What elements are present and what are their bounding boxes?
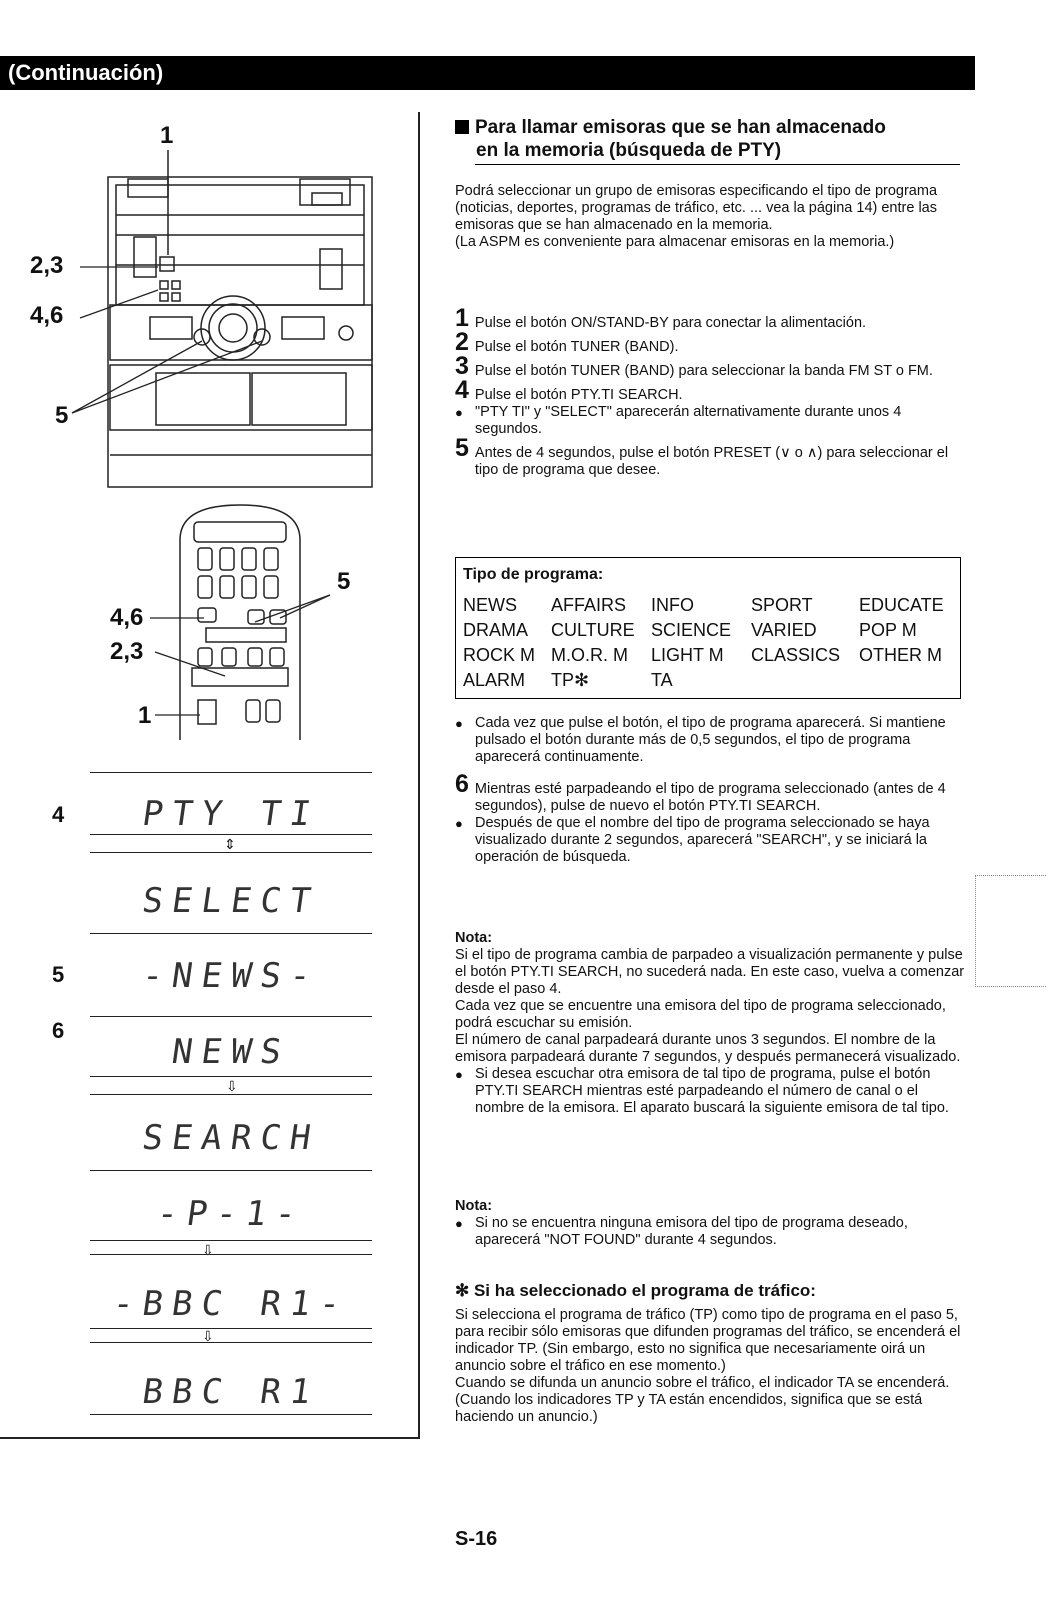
program-type-cell: DRAMA (463, 620, 529, 640)
program-type-cell: INFO (651, 595, 694, 615)
traffic-title: ✻ Si ha seleccionado el programa de tráfico: (455, 1281, 816, 1300)
unit-callout-1: 1 (160, 122, 174, 149)
lcd-display (90, 790, 372, 850)
bullet-item: ● Después de que el nombre del tipo de programa seleccionado se haya visualizado durante 2 segundos, aparecerá "SEARCH", y se iniciará la operación de búsqueda. (455, 815, 930, 865)
program-type-cell: CLASSICS (751, 645, 841, 665)
program-type-cell: EDUCATE (859, 595, 944, 615)
lcd-text: -P-1- (154, 1194, 308, 1234)
margin-dotted-mark (975, 875, 1046, 987)
nota-text: Si el tipo de programa cambia de parpadeo a visualización permanente y pulse el botón PTY.TI SEARCH, no sucederá nada. En este caso, vuelva a comenzar desde el paso 4. (455, 947, 965, 997)
remote-callout-5: 5 (337, 568, 351, 595)
down-arrow-icon: ⇩ (202, 1242, 214, 1258)
step-item: 5 Antes de 4 segundos, pulse el botón PRESET (∨ o ∧) para seleccionar el tipo de programa que desee. (455, 434, 949, 478)
remote-callout-4-6: 4,6 (110, 604, 144, 631)
lcd-display (90, 1112, 372, 1172)
section-title: Para llamar emisoras que se han almacenado en la memoria (búsqueda de PTY) (455, 116, 965, 162)
program-type-cell: ALARM (463, 670, 526, 690)
traffic-text: Cuando se difunda un anuncio sobre el tráfico, el indicador TA se encenderá. (455, 1375, 950, 1391)
title-underline (475, 164, 960, 165)
traffic-text: (Cuando los indicadores TP y TA están encendidos, significa que se está haciendo un anuncio.) (455, 1392, 923, 1425)
display-step-number: 6 (52, 1018, 65, 1043)
program-type-cell: SPORT (751, 595, 813, 615)
program-type-cell (751, 670, 859, 695)
display-step-number: 5 (52, 962, 65, 987)
nota-text: El número de canal parpadeará durante unos 3 segundos. El nombre de la emisora parpadeará durante 7 segundos, y después permanecerá visualizado. (455, 1032, 961, 1065)
nota-label: Nota: (455, 1198, 493, 1214)
nota-text: Cada vez que se encuentre una emisora del tipo de programa seleccionado, podrá escuchar su emisión. (455, 998, 946, 1031)
program-type-cell: ROCK M (463, 645, 535, 665)
after-box-block (455, 715, 965, 866)
bullet-item: ● Si desea escuchar otra emisora de tal tipo de programa, pulse el botón PTY.TI SEARCH mientras esté parpadeando el número de canal o el nombre de la emisora. El aparato buscará la siguiente emisora de tal tipo. (455, 1066, 949, 1116)
program-type-cell: POP M (859, 620, 917, 640)
nota-block (455, 930, 965, 1117)
program-type-cell: CULTURE (551, 620, 635, 640)
traffic-text: Si selecciona el programa de tráfico (TP) como tipo de programa en el paso 5, para recibir sólo emisoras que difunden programas del tráfico, se encenderá el indicador TP. (Sin embargo, esto no significa que necesariamente oirá un anuncio sobre el tráfico en ese momento.) (455, 1307, 961, 1374)
header-title: (Continuación) (8, 60, 164, 85)
bullet-item: ● Si no se encuentra ninguna emisora del tipo de programa deseado, aparecerá "NOT FOUND" durante 4 segundos. (455, 1215, 908, 1248)
lcd-display (90, 1030, 372, 1094)
traffic-block (455, 1282, 965, 1426)
bullet-item: ● Cada vez que pulse el botón, el tipo de programa aparecerá. Si mantiene pulsado el botón durante más de 0,5 segundos, el tipo de programa aparecerá continuamente. (455, 715, 946, 765)
program-type-cell: SCIENCE (651, 620, 732, 640)
unit-callout-5: 5 (55, 402, 69, 429)
square-bullet-icon (455, 120, 469, 134)
lcd-display (90, 875, 372, 935)
step-item: 3 Pulse el botón TUNER (BAND) para seleccionar la banda FM ST o FM. (455, 352, 933, 380)
program-type-grid (463, 595, 959, 695)
lcd-display (90, 1280, 372, 1344)
lcd-display (90, 950, 372, 1010)
unit-callout-2-3: 2,3 (30, 252, 64, 279)
unit-callout-4-6: 4,6 (30, 302, 64, 329)
remote-callout-1: 1 (138, 702, 152, 729)
step-item: 6 Mientras esté parpadeando el tipo de programa seleccionado (antes de 4 segundos), pulse de nuevo el botón PTY.TI SEARCH. (455, 770, 946, 814)
nota-label: Nota: (455, 930, 493, 946)
lcd-text: -BBC R1- (110, 1284, 352, 1324)
program-type-cell: VARIED (751, 620, 817, 640)
lcd-text: NEWS (169, 1032, 293, 1072)
remote-callout-2-3: 2,3 (110, 638, 144, 665)
alternate-arrow-icon: ⇕ (224, 836, 236, 852)
remote-illustration (0, 500, 418, 740)
program-type-cell (859, 670, 959, 695)
bullet-item: ● "PTY TI" y "SELECT" aparecerán alternativamente durante unos 4 segundos. (455, 404, 902, 437)
lcd-text: -NEWS- (139, 956, 323, 996)
program-type-cell: AFFAIRS (551, 595, 627, 615)
display-rule (90, 772, 372, 773)
program-type-cell: OTHER M (859, 645, 942, 665)
program-type-box (455, 557, 961, 699)
step-item: 1 Pulse el botón ON/STAND-BY para conectar la alimentación. (455, 304, 867, 332)
program-type-cell: TP✻ (551, 670, 590, 690)
step-item: 4 Pulse el botón PTY.TI SEARCH. (455, 376, 683, 404)
intro-text: Podrá seleccionar un grupo de emisoras especificando el tipo de programa (noticias, deportes, programas de tráfico, etc. ... vea la página 14) entre las emisoras que se han almacenado en la memoria. (455, 183, 938, 233)
program-type-title: Tipo de programa: (463, 566, 604, 583)
lcd-text: BBC R1 (139, 1372, 323, 1412)
header-bar (0, 56, 975, 90)
lcd-text: SEARCH (139, 1118, 323, 1158)
page-number: S-16 (455, 1528, 498, 1550)
lcd-text: PTY TI (139, 794, 323, 834)
display-step-number: 4 (52, 802, 65, 827)
lcd-display (90, 1190, 372, 1258)
steps-block (455, 304, 965, 479)
program-type-cell: TA (651, 670, 673, 690)
down-arrow-icon: ⇩ (226, 1078, 238, 1094)
down-arrow-icon: ⇩ (202, 1328, 214, 1344)
lcd-text: SELECT (139, 881, 323, 921)
program-type-cell: NEWS (463, 595, 517, 615)
nota2-block (455, 1198, 965, 1249)
program-type-cell: LIGHT M (651, 645, 724, 665)
program-type-cell: M.O.R. M (551, 645, 628, 665)
intro-block (455, 183, 965, 251)
step-item: 2 Pulse el botón TUNER (BAND). (455, 328, 679, 356)
lcd-display (90, 1368, 372, 1418)
intro-text-aspm: (La ASPM es conveniente para almacenar emisoras en la memoria.) (455, 234, 895, 250)
